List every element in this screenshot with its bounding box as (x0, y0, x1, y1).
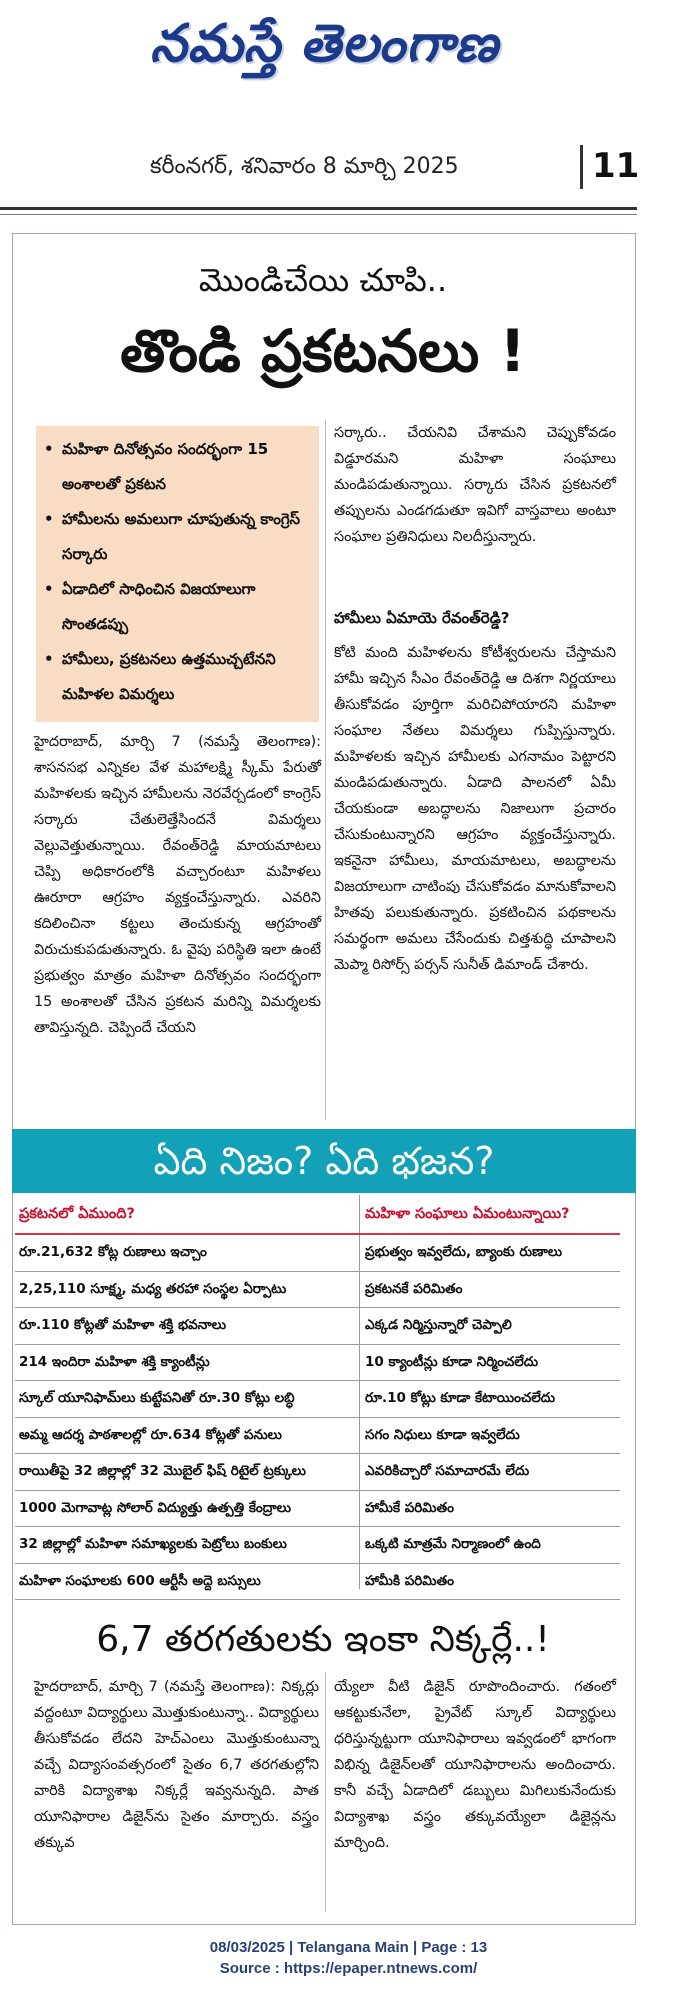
second-article-headline: 6,7 తరగతులకు ఇంకా నిక్కర్లే..! (96, 1619, 550, 1660)
page-number: 11 (592, 146, 640, 186)
response-cell: ఒక్కటి మాత్రమే నిర్మాణంలో ఉంది (365, 1536, 541, 1552)
table-row (15, 1381, 620, 1418)
article-body-left: హైదరాబాద్, మార్చి 7 (నమస్తే తెలంగాణ): శాసనసభ ఎన్నికల వేళ మహాలక్ష్మి స్కీమ్ పేరుతో మహిళలకు ఇచ్చిన హామీలను నెరవేర్చడంలో కాంగ్రెస్ సర్కారు చేతులెత్తేసిందనే విమర్శలు వెల్లువెత్తుతున్నాయి. రేవంత్‌రెడ్డి మాయమాటలు చెప్పి అధికారంలోకి వచ్చారంటూ మహిళలు ఊరూరా ఆగ్రహం వ్యక్తంచేస్తున్నారు. ఎవరిని కదిలించినా కట్టలు తెంచుకున్న ఆగ్రహంతో విరుచుకుపడుతున్నారు. ఓ వైపు పరిస్థితి ఇలా ఉంటే ప్రభుత్వం మాత్రం మహిళా దినోత్సవం సందర్భంగా 15 అంశాలతో చేసిన ప్రకటన మరిన్ని విమర్శలకు తావిస్తున్నది. చెప్పిందే చేయని (34, 734, 321, 1036)
highlight-item (44, 502, 311, 572)
bullet-icon: • (44, 440, 54, 458)
claim-cell: మహిళా సంఘాలకు 600 ఆర్టీసీ అద్దె బస్సులు (19, 1572, 261, 1589)
claim-cell: స్కూల్ యూనిఫామ్‌లు కుట్టేపనితో రూ.30 కోట్లు లబ్ధి (19, 1390, 295, 1406)
table-row (15, 1272, 620, 1309)
table-row (15, 1491, 620, 1528)
article-body-right-top: సర్కారు.. చేయనివి చేశామని చెప్పుకోవడం విడ్డూరమని మహిళా సంఘాలు మండిపడుతున్నాయి. సర్కారు చేసిన ప్రకటనలో తప్పులను ఎండగడుతూ ఇవిగో వాస్తవాలు అంటూ సంఘాల ప్రతినిధులు నిలదీస్తున్నారు. (334, 425, 616, 545)
header-rule (0, 207, 637, 210)
response-cell: హామీకే పరిమితం (365, 1499, 454, 1516)
article-headline: తొండి ప్రకటనలు ! (120, 317, 526, 385)
response-cell: హామీకి పరిమితం (365, 1572, 454, 1589)
bullet-icon: • (44, 650, 54, 668)
claim-cell: రూ.21,632 కోట్ల రుణాలు ఇచ్చాం (19, 1244, 207, 1260)
page-number-divider (580, 145, 583, 189)
table-row (15, 1235, 620, 1272)
highlights-box (36, 426, 319, 722)
column-divider (325, 420, 326, 1120)
bullet-icon: • (44, 510, 54, 528)
highlight-item (44, 642, 311, 712)
newspaper-masthead: నమస్తే తెలంగాణ (150, 13, 499, 74)
table-row (15, 1308, 620, 1345)
highlight-text: ఏడాదిలో సాధించిన విజయాలుగా సొంతడప్పు (62, 580, 256, 633)
claim-cell: 1000 మెగావాట్ల సోలార్ విద్యుత్తు ఉత్పత్తి కేంద్రాలు (19, 1499, 292, 1516)
highlight-text: మహిళా దినోత్సవం సందర్భంగా 15 అంశాలతో ప్రకటన (62, 440, 269, 493)
footer-source-link[interactable]: Source : https://epaper.ntnews.com/ (219, 1960, 478, 1977)
table-row (15, 1564, 620, 1601)
comparison-banner: ఏది నిజం? ఏది భజన? (12, 1129, 636, 1193)
response-cell: ఎవరికిచ్చారో సమాచారమే లేదు (365, 1463, 530, 1479)
response-cell: ప్రకటనకే పరిమితం (365, 1280, 463, 1297)
highlight-text: హామీలు, ప్రకటనలు ఉత్తముచ్చటేనని మహిళల విమర్శలు (62, 650, 276, 703)
table-header-row (15, 1195, 620, 1235)
claim-cell: అమ్మ ఆదర్శ పాఠశాలల్లో రూ.634 కోట్లతో పనులు (19, 1426, 282, 1443)
table-header-claim: ప్రకటనలో ఏముంది? (19, 1206, 135, 1222)
response-cell: 10 క్యాంటీన్లు కూడా నిర్మించలేదు (365, 1353, 539, 1370)
footer-edition-info: 08/03/2025 | Telangana Main | Page : 13 (209, 1939, 488, 1956)
column-divider (325, 1672, 326, 1912)
highlight-item (44, 572, 311, 642)
table-row (15, 1345, 620, 1382)
response-cell: రూ.10 కోట్లు కూడా కేటాయించలేదు (365, 1390, 556, 1406)
highlight-text: హామీలను అమలుగా చూపుతున్న కాంగ్రెస్ సర్కారు (62, 510, 301, 563)
article-body-right: కోటి మంది మహిళలను కోటీశ్వరులను చేస్తామని హామీ ఇచ్చిన సీఎం రేవంత్‌రెడ్డి ఆ దిశగా నిర్ణయాలు తీసుకోవడం పూర్తిగా మరిచిపోయారని మహిళా సంఘాల నేతలు విమర్శలు గుప్పిస్తున్నారు. మహిళలకు ఇచ్చిన హామీలకు ఎగనామం పెట్టారని మండిపడుతున్నారు. ఏడాది పాలనలో ఏమీ చేయకుండా అబద్ధాలను నిజాలుగా ప్రచారం చేసుకుంటున్నారని ఆగ్రహం వ్యక్తంచేస్తున్నారు. ఇకనైనా హామీలు, మాయమాటలు, అబద్ధాలను విజయాలుగా చాటింపు చేసుకోవడం మానుకోవాలని హితవు పలుకుతున్నారు. ప్రకటించిన పథకాలను సమర్థంగా అమలు చేసేందుకు చిత్తశుద్ధి చూపాలని మెప్మా రిసోర్స్ పర్సన్ సునీత్ డిమాండ్ చేశారు. (334, 645, 616, 973)
dateline: కరీంనగర్, శనివారం 8 మార్చి 2025 (150, 154, 459, 179)
second-article-body-left: హైదరాబాద్, మార్చి 7 (నమస్తే తెలంగాణ): నిక్కర్లు వద్దంటూ విద్యార్థులు మొత్తుకుంటున్నా.. విద్యార్థులు తీసుకోవడం లేదని హెచ్‌ఎంలు మొత్తుకుంటున్నా వచ్చే విద్యాసంవత్సరంలో సైతం 6,7 తరగతుల్లోని వారికి విద్యాశాఖ నిక్కర్లే ఇవ్వనున్నది. పాత యూనిఫారాల డిజైన్‌ను సైతం మార్చారు. వస్త్రం తక్కువ (34, 1679, 319, 1851)
table-row (15, 1454, 620, 1491)
table-row (15, 1527, 620, 1564)
highlight-item (44, 432, 311, 502)
article-kicker: మొండిచేయి చూపి.. (198, 261, 448, 299)
table-header-response: మహిళా సంఘాలు ఏమంటున్నాయి? (365, 1206, 570, 1222)
response-cell: ఎక్కడ నిర్మిస్తున్నారో చెప్పాలి (365, 1317, 512, 1333)
bullet-icon: • (44, 580, 54, 598)
article-subhead: హామీలు ఏమాయె రేవంత్‌రెడ్డి? (334, 609, 510, 627)
response-cell: ప్రభుత్వం ఇవ్వలేదు, బ్యాంకు రుణాలు (365, 1244, 563, 1260)
claim-cell: 2,25,110 సూక్ష్మ, మధ్య తరహా సంస్థల ఏర్పాటు (19, 1280, 287, 1297)
response-cell: సగం నిధులు కూడా ఇవ్వలేదు (365, 1426, 520, 1443)
claim-cell: 214 ఇందిరా మహిళా శక్తి క్యాంటీన్లు (19, 1353, 210, 1370)
second-article-body-right: య్యేలా వీటి డిజైన్ రూపొందించారు. గతంలో ఆకట్టుకునేలా, ప్రైవేట్ స్కూల్ విద్యార్థులు ధరిస్తున్నట్టుగా యూనిఫారాలు ఇవ్వడంలో భాగంగా విభిన్న డిజైన్‌లతో యూనిఫారాలను అందించారు. కానీ వచ్చే ఏడాదిలో డబ్బులు మిగిలుకునేందుకు విద్యాశాఖ వస్త్రం తక్కువయ్యేలా డిజైన్లను మార్చింది. (334, 1679, 616, 1851)
comparison-table (15, 1195, 620, 1600)
header-rule-thin (0, 214, 637, 215)
claim-cell: రూ.110 కోట్లతో మహిళా శక్తి భవనాలు (19, 1317, 227, 1333)
claim-cell: రాయితీపై 32 జిల్లాల్లో 32 మొబైల్ ఫిష్ రిటైల్ ట్రక్కులు (19, 1463, 306, 1479)
table-row (15, 1418, 620, 1455)
claim-cell: 32 జిల్లాల్లో మహిళా సమాఖ్యలకు పెట్రోలు బంకులు (19, 1536, 287, 1552)
